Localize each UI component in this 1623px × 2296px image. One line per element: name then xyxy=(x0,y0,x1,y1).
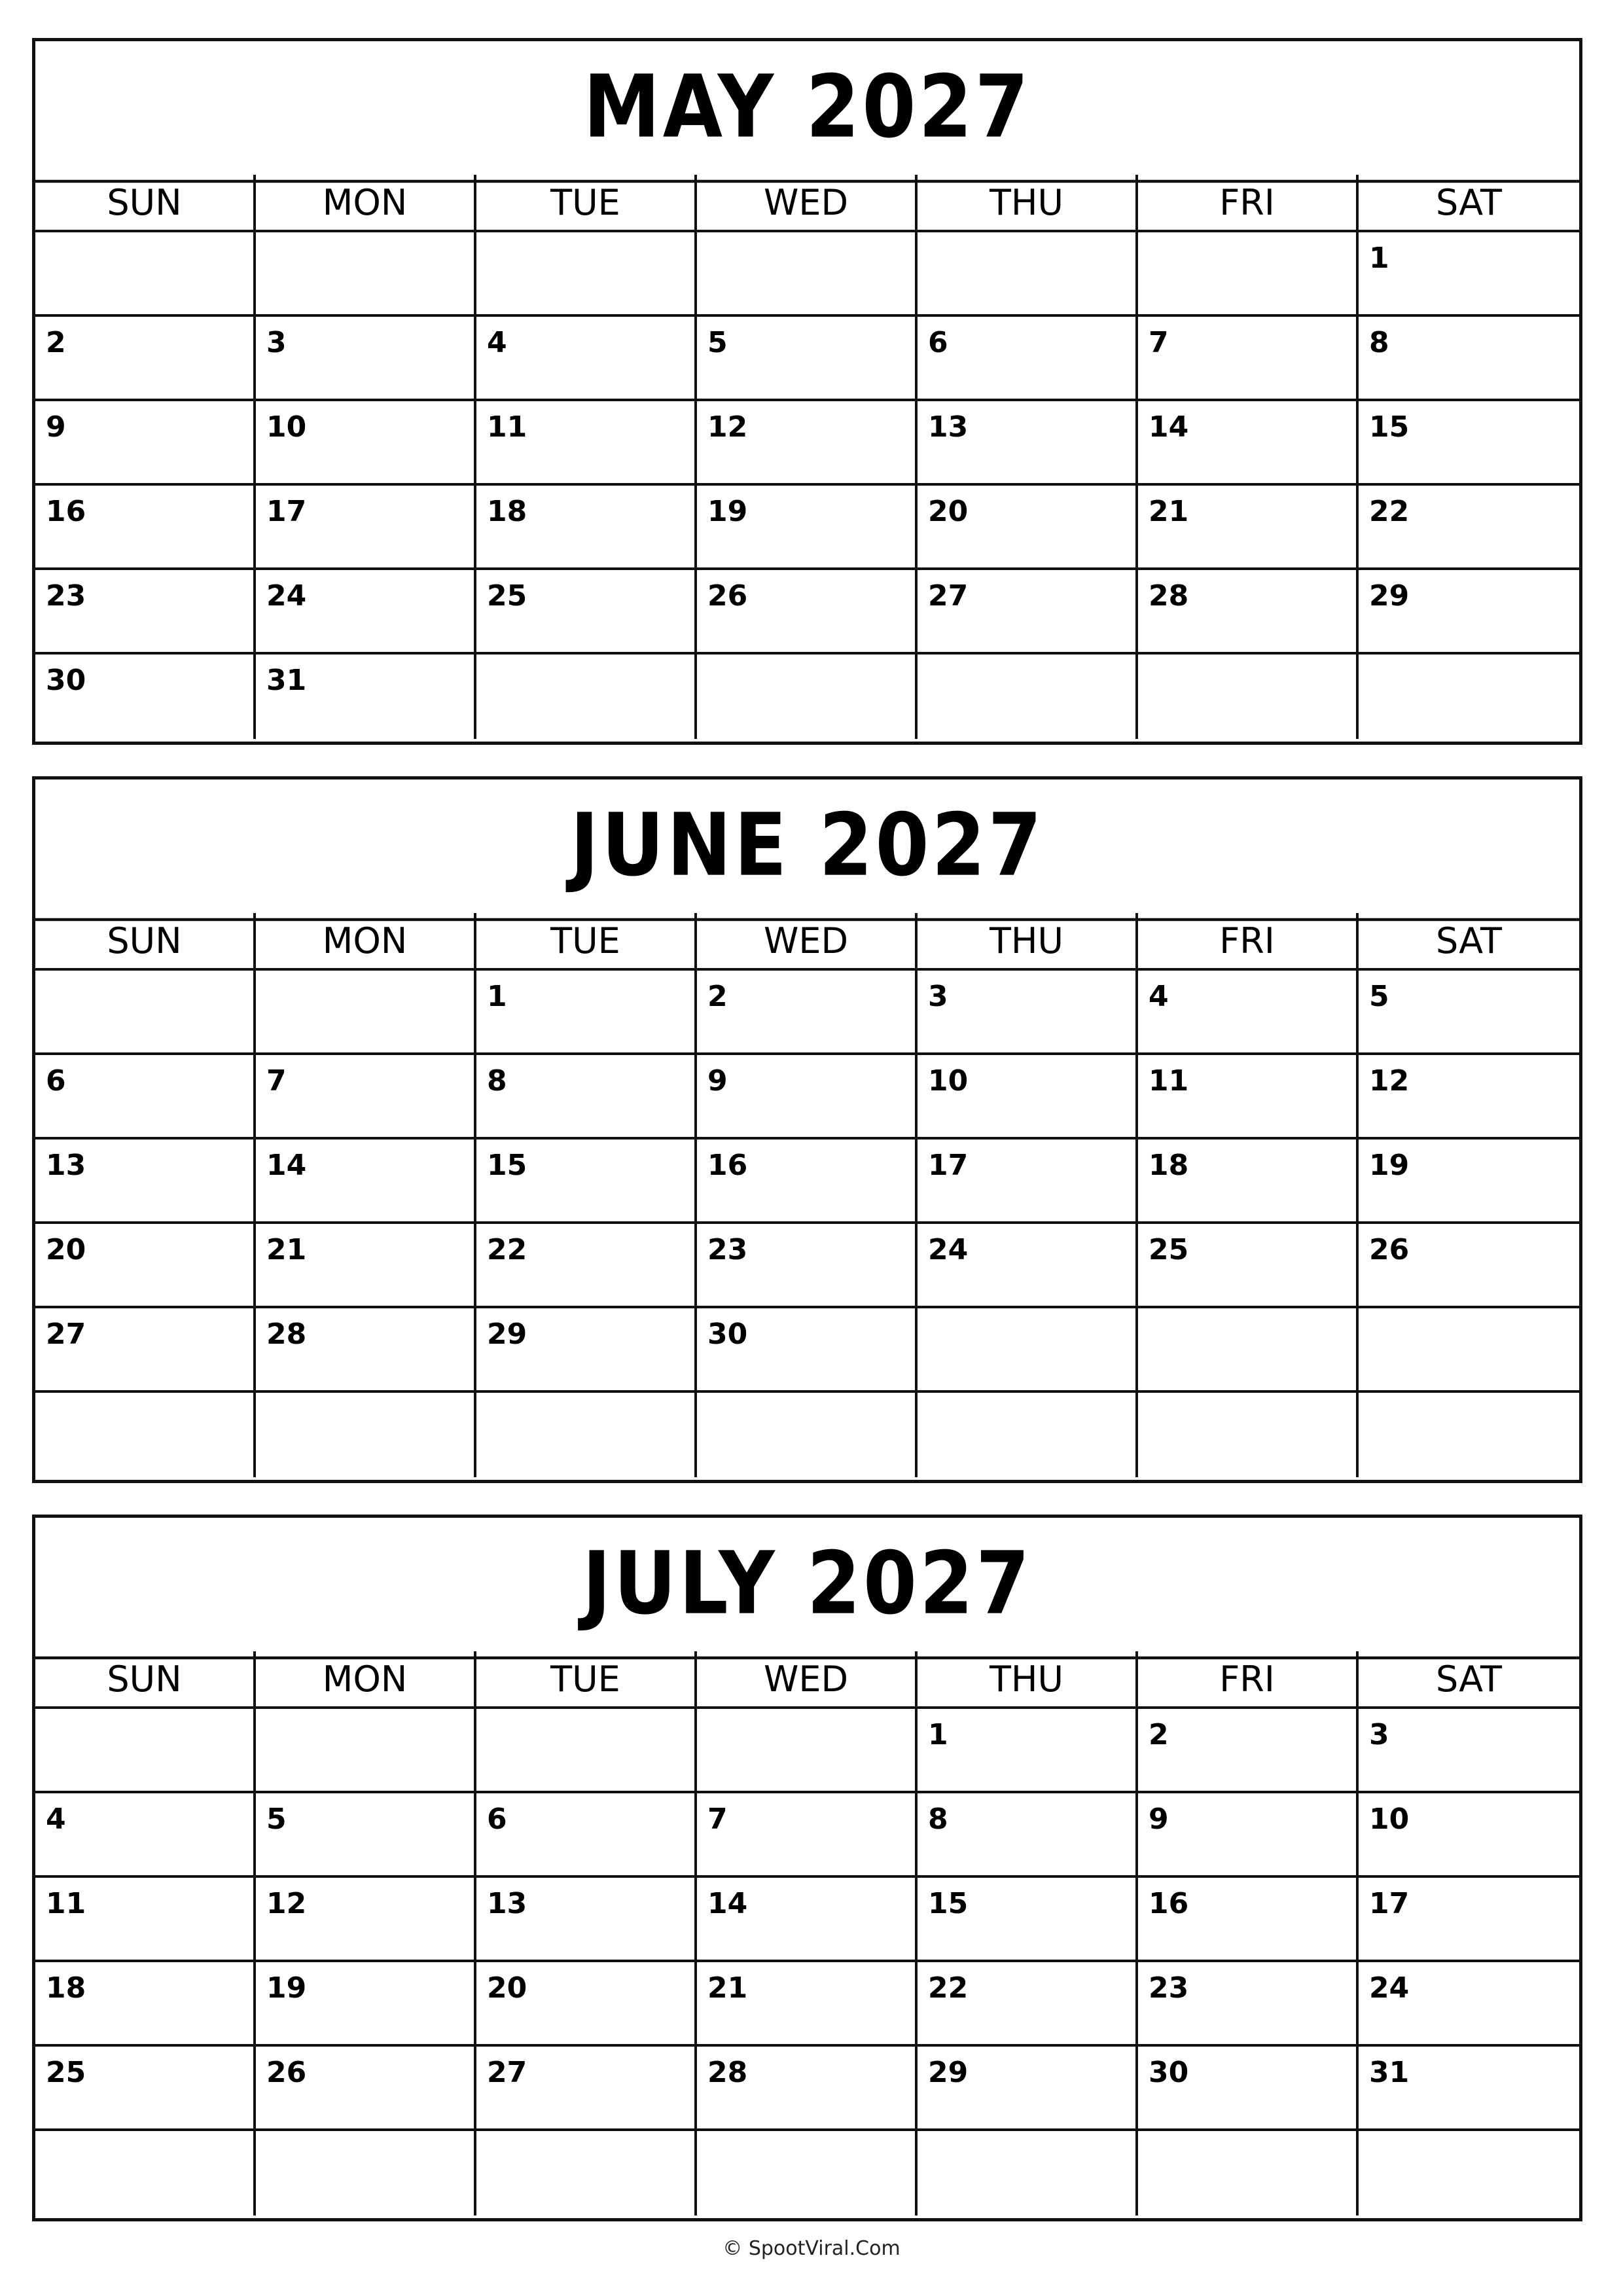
day-cell xyxy=(1359,1709,1579,1793)
weekday-header-row xyxy=(35,175,1579,232)
day-number: 30 xyxy=(46,664,86,697)
day-number: 25 xyxy=(487,579,527,613)
days-grid xyxy=(35,232,1579,739)
day-cell xyxy=(697,1793,918,1878)
day-number: 10 xyxy=(266,410,307,444)
day-number: 16 xyxy=(46,495,86,528)
day-cell xyxy=(256,401,476,486)
day-cell xyxy=(35,232,256,317)
day-number: 17 xyxy=(1369,1887,1410,1920)
day-cell xyxy=(256,232,476,317)
day-number: 4 xyxy=(1149,980,1169,1013)
weekday-header-row xyxy=(35,1651,1579,1709)
day-cell xyxy=(476,1878,697,1962)
day-cell xyxy=(35,2047,256,2131)
day-cell xyxy=(1359,655,1579,739)
day-cell xyxy=(476,1139,697,1224)
day-cell xyxy=(918,401,1138,486)
day-number: 21 xyxy=(707,1971,748,2005)
day-number: 3 xyxy=(1369,1718,1389,1751)
day-cell xyxy=(1138,1962,1359,2047)
day-cell xyxy=(697,570,918,655)
day-number: 10 xyxy=(1369,1803,1410,1836)
day-cell xyxy=(1138,1308,1359,1393)
day-number: 10 xyxy=(928,1064,969,1098)
day-cell xyxy=(918,971,1138,1055)
day-cell xyxy=(476,655,697,739)
day-number: 25 xyxy=(46,2056,86,2089)
day-number: 2 xyxy=(1149,1718,1169,1751)
day-number: 1 xyxy=(928,1718,948,1751)
day-number: 27 xyxy=(928,579,969,613)
weekday-label: SAT xyxy=(1359,1651,1579,1709)
day-number: 23 xyxy=(1149,1971,1189,2005)
day-number: 9 xyxy=(1149,1803,1169,1836)
day-number: 6 xyxy=(928,326,948,359)
day-cell xyxy=(256,1962,476,2047)
day-cell xyxy=(1359,2047,1579,2131)
day-number: 22 xyxy=(1369,495,1410,528)
day-cell xyxy=(256,317,476,401)
day-cell xyxy=(918,570,1138,655)
month-calendar xyxy=(32,776,1582,1483)
day-number: 19 xyxy=(266,1971,307,2005)
day-cell xyxy=(256,1139,476,1224)
day-number: 23 xyxy=(46,579,86,613)
weekday-label: WED xyxy=(697,1651,918,1709)
day-cell xyxy=(35,1793,256,1878)
weekday-label: TUE xyxy=(476,913,697,971)
day-number: 29 xyxy=(487,1318,527,1351)
day-cell xyxy=(918,655,1138,739)
day-cell xyxy=(1138,232,1359,317)
day-cell xyxy=(476,570,697,655)
weekday-label: SUN xyxy=(35,175,256,232)
day-cell xyxy=(918,1709,1138,1793)
day-cell xyxy=(697,1878,918,1962)
day-cell xyxy=(256,1055,476,1139)
day-number: 1 xyxy=(487,980,507,1013)
day-cell xyxy=(697,1308,918,1393)
day-cell xyxy=(918,1793,1138,1878)
day-cell xyxy=(1359,1308,1579,1393)
day-number: 19 xyxy=(1369,1149,1410,1182)
day-cell xyxy=(918,317,1138,401)
day-number: 18 xyxy=(487,495,527,528)
day-cell xyxy=(697,317,918,401)
day-cell xyxy=(1359,971,1579,1055)
day-number: 6 xyxy=(46,1064,66,1098)
day-cell xyxy=(476,2047,697,2131)
day-number: 19 xyxy=(707,495,748,528)
day-cell xyxy=(918,1308,1138,1393)
day-cell xyxy=(476,1709,697,1793)
day-cell xyxy=(697,1393,918,1477)
day-cell xyxy=(35,971,256,1055)
day-number: 17 xyxy=(928,1149,969,1182)
day-cell xyxy=(1138,401,1359,486)
day-cell xyxy=(256,570,476,655)
weekday-label: SUN xyxy=(35,913,256,971)
day-number: 20 xyxy=(487,1971,527,2005)
weekday-label: THU xyxy=(918,1651,1138,1709)
day-cell xyxy=(256,655,476,739)
day-cell xyxy=(476,971,697,1055)
day-number: 21 xyxy=(1149,495,1189,528)
weekday-label: THU xyxy=(918,175,1138,232)
day-cell xyxy=(697,655,918,739)
day-cell xyxy=(918,1878,1138,1962)
day-cell xyxy=(918,1055,1138,1139)
day-number: 8 xyxy=(1369,326,1389,359)
day-number: 31 xyxy=(266,664,307,697)
weekday-label: FRI xyxy=(1138,1651,1359,1709)
day-cell xyxy=(476,1793,697,1878)
day-cell xyxy=(918,1224,1138,1308)
day-cell xyxy=(35,1878,256,1962)
weekday-label: MON xyxy=(256,1651,476,1709)
day-number: 16 xyxy=(1149,1887,1189,1920)
day-cell xyxy=(697,2131,918,2215)
weekday-label: FRI xyxy=(1138,175,1359,232)
day-cell xyxy=(35,1962,256,2047)
day-cell xyxy=(1138,1224,1359,1308)
day-number: 28 xyxy=(1149,579,1189,613)
day-number: 3 xyxy=(266,326,287,359)
day-number: 21 xyxy=(266,1233,307,1266)
day-number: 7 xyxy=(707,1803,728,1836)
day-cell xyxy=(256,2131,476,2215)
day-cell xyxy=(697,1224,918,1308)
day-cell xyxy=(256,1878,476,1962)
day-cell xyxy=(35,2131,256,2215)
day-cell xyxy=(1138,1055,1359,1139)
day-number: 1 xyxy=(1369,242,1389,275)
day-number: 13 xyxy=(46,1149,86,1182)
weekday-label: TUE xyxy=(476,175,697,232)
day-number: 30 xyxy=(707,1318,748,1351)
day-cell xyxy=(918,1962,1138,2047)
day-cell xyxy=(1138,486,1359,570)
day-number: 30 xyxy=(1149,2056,1189,2089)
day-number: 24 xyxy=(1369,1971,1410,2005)
day-cell xyxy=(1359,1055,1579,1139)
day-number: 5 xyxy=(266,1803,287,1836)
footer-credit: © SpootViral.Com xyxy=(722,2237,901,2260)
weekday-label: SAT xyxy=(1359,913,1579,971)
day-cell xyxy=(476,232,697,317)
day-cell xyxy=(918,1393,1138,1477)
day-cell xyxy=(697,401,918,486)
day-cell xyxy=(1359,570,1579,655)
day-number: 14 xyxy=(266,1149,307,1182)
day-cell xyxy=(1138,971,1359,1055)
day-cell xyxy=(1359,1878,1579,1962)
day-cell xyxy=(35,655,256,739)
day-number: 6 xyxy=(487,1803,507,1836)
day-cell xyxy=(697,1055,918,1139)
day-cell xyxy=(476,486,697,570)
weekday-label: SAT xyxy=(1359,175,1579,232)
day-cell xyxy=(1138,1139,1359,1224)
day-number: 20 xyxy=(46,1233,86,1266)
weekday-label: WED xyxy=(697,175,918,232)
day-number: 22 xyxy=(928,1971,969,2005)
day-cell xyxy=(256,1393,476,1477)
day-cell xyxy=(1138,570,1359,655)
day-cell xyxy=(697,971,918,1055)
day-number: 22 xyxy=(487,1233,527,1266)
day-cell xyxy=(476,1055,697,1139)
day-cell xyxy=(697,232,918,317)
day-cell xyxy=(918,2047,1138,2131)
weekday-label: TUE xyxy=(476,1651,697,1709)
day-number: 16 xyxy=(707,1149,748,1182)
weekday-label: SUN xyxy=(35,1651,256,1709)
days-grid xyxy=(35,971,1579,1477)
day-cell xyxy=(697,486,918,570)
day-number: 11 xyxy=(46,1887,86,1920)
day-cell xyxy=(1138,1709,1359,1793)
day-cell xyxy=(1359,232,1579,317)
day-cell xyxy=(476,401,697,486)
day-number: 18 xyxy=(46,1971,86,2005)
day-cell xyxy=(35,1055,256,1139)
day-cell xyxy=(1359,1793,1579,1878)
weekday-label: FRI xyxy=(1138,913,1359,971)
day-cell xyxy=(1359,2131,1579,2215)
day-number: 4 xyxy=(487,326,507,359)
day-number: 4 xyxy=(46,1803,66,1836)
day-cell xyxy=(918,486,1138,570)
day-number: 12 xyxy=(707,410,748,444)
day-cell xyxy=(476,1308,697,1393)
day-number: 24 xyxy=(928,1233,969,1266)
day-cell xyxy=(918,232,1138,317)
weekday-label: WED xyxy=(697,913,918,971)
day-number: 20 xyxy=(928,495,969,528)
day-cell xyxy=(697,2047,918,2131)
month-calendar xyxy=(32,1515,1582,2221)
day-cell xyxy=(256,971,476,1055)
day-cell xyxy=(35,1393,256,1477)
day-number: 8 xyxy=(928,1803,948,1836)
day-cell xyxy=(476,1224,697,1308)
day-number: 27 xyxy=(46,1318,86,1351)
day-number: 9 xyxy=(46,410,66,444)
day-cell xyxy=(1359,486,1579,570)
day-number: 31 xyxy=(1369,2056,1410,2089)
days-grid xyxy=(35,1709,1579,2215)
day-number: 11 xyxy=(1149,1064,1189,1098)
day-cell xyxy=(918,1139,1138,1224)
day-cell xyxy=(256,1308,476,1393)
day-cell xyxy=(1138,1393,1359,1477)
day-cell xyxy=(35,1139,256,1224)
day-number: 2 xyxy=(46,326,66,359)
day-cell xyxy=(1359,401,1579,486)
day-cell xyxy=(35,486,256,570)
day-number: 15 xyxy=(487,1149,527,1182)
day-number: 15 xyxy=(928,1887,969,1920)
month-title: JULY 2027 xyxy=(35,1510,1579,1659)
month-calendar xyxy=(32,38,1582,745)
day-cell xyxy=(35,401,256,486)
day-number: 12 xyxy=(266,1887,307,1920)
day-number: 13 xyxy=(928,410,969,444)
day-cell xyxy=(1359,317,1579,401)
day-number: 5 xyxy=(707,326,728,359)
weekday-label: MON xyxy=(256,913,476,971)
day-number: 27 xyxy=(487,2056,527,2089)
day-cell xyxy=(1138,2131,1359,2215)
day-cell xyxy=(256,1793,476,1878)
day-number: 7 xyxy=(1149,326,1169,359)
day-number: 14 xyxy=(1149,410,1189,444)
day-cell xyxy=(1138,2047,1359,2131)
day-cell xyxy=(256,2047,476,2131)
day-cell xyxy=(697,1962,918,2047)
day-cell xyxy=(697,1139,918,1224)
day-number: 18 xyxy=(1149,1149,1189,1182)
day-cell xyxy=(476,1962,697,2047)
day-number: 29 xyxy=(928,2056,969,2089)
day-cell xyxy=(1359,1393,1579,1477)
day-number: 26 xyxy=(1369,1233,1410,1266)
day-number: 15 xyxy=(1369,410,1410,444)
month-title: MAY 2027 xyxy=(35,33,1579,183)
weekday-header-row xyxy=(35,913,1579,971)
day-cell xyxy=(256,486,476,570)
day-number: 26 xyxy=(707,579,748,613)
day-cell xyxy=(476,1393,697,1477)
day-number: 5 xyxy=(1369,980,1389,1013)
day-number: 24 xyxy=(266,579,307,613)
day-number: 8 xyxy=(487,1064,507,1098)
day-number: 25 xyxy=(1149,1233,1189,1266)
day-cell xyxy=(918,2131,1138,2215)
day-number: 13 xyxy=(487,1887,527,1920)
day-number: 17 xyxy=(266,495,307,528)
day-cell xyxy=(1138,1878,1359,1962)
weekday-label: THU xyxy=(918,913,1138,971)
day-cell xyxy=(35,1709,256,1793)
weekday-label: MON xyxy=(256,175,476,232)
day-cell xyxy=(476,2131,697,2215)
day-number: 26 xyxy=(266,2056,307,2089)
month-title: JUNE 2027 xyxy=(35,772,1579,921)
day-cell xyxy=(1138,317,1359,401)
day-cell xyxy=(35,317,256,401)
day-cell xyxy=(476,317,697,401)
day-number: 9 xyxy=(707,1064,728,1098)
day-cell xyxy=(256,1224,476,1308)
day-number: 29 xyxy=(1369,579,1410,613)
day-cell xyxy=(256,1709,476,1793)
day-cell xyxy=(697,1709,918,1793)
day-number: 28 xyxy=(707,2056,748,2089)
day-cell xyxy=(1359,1962,1579,2047)
day-cell xyxy=(35,570,256,655)
day-number: 3 xyxy=(928,980,948,1013)
day-number: 7 xyxy=(266,1064,287,1098)
day-cell xyxy=(1138,1793,1359,1878)
day-cell xyxy=(1359,1139,1579,1224)
day-cell xyxy=(1359,1224,1579,1308)
day-number: 28 xyxy=(266,1318,307,1351)
day-number: 14 xyxy=(707,1887,748,1920)
day-number: 2 xyxy=(707,980,728,1013)
day-cell xyxy=(1138,655,1359,739)
day-number: 23 xyxy=(707,1233,748,1266)
day-cell xyxy=(35,1308,256,1393)
day-number: 11 xyxy=(487,410,527,444)
day-cell xyxy=(35,1224,256,1308)
day-number: 12 xyxy=(1369,1064,1410,1098)
